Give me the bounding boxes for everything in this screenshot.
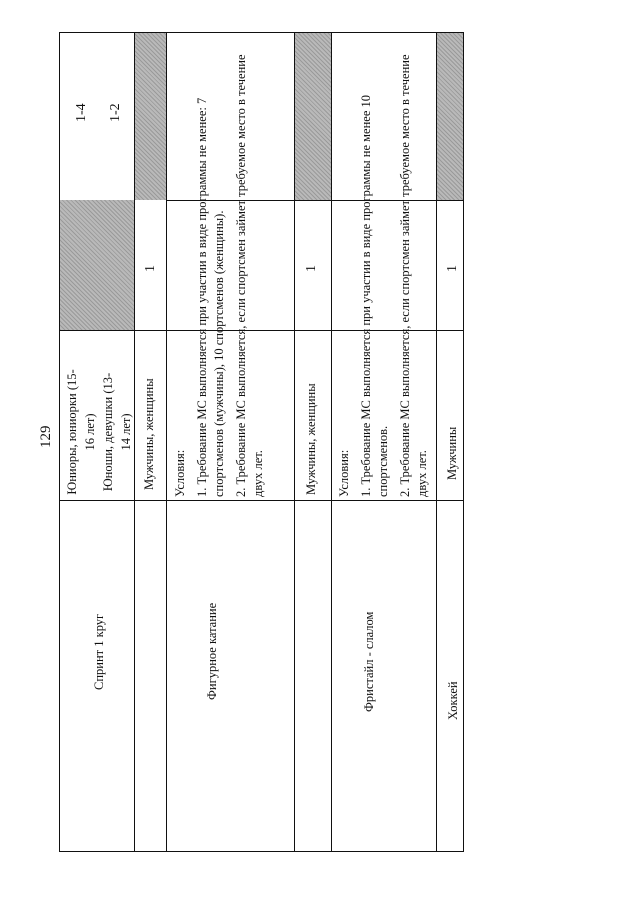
table-row: Мужчины, женщины bbox=[142, 378, 156, 490]
discipline-freestyle: Фристайл - слалом bbox=[362, 611, 376, 712]
shaded-cell bbox=[437, 33, 463, 200]
value: 1 bbox=[445, 265, 460, 272]
place-value: 1-2 bbox=[108, 103, 123, 122]
page-number: 129 bbox=[38, 425, 54, 448]
shaded-cell bbox=[60, 200, 134, 330]
table-row: Мужчины bbox=[445, 426, 459, 480]
conditions-block: Условия: 1. Требование МС выполняется при участии в виде программы не менее 10 спортсменов. 2. Требование МС выполняется, если спортсмен займет требуемое место в течение двух лет. bbox=[337, 54, 429, 497]
table-row: Юноши, девушки (13-14 лет) bbox=[101, 372, 133, 492]
value: 1 bbox=[304, 265, 319, 272]
place-value: 1-4 bbox=[74, 103, 89, 122]
value: 1 bbox=[143, 265, 158, 272]
table-row: Юниоры, юниорки (15-16 лет) bbox=[65, 369, 97, 495]
table-row: Мужчины, женщины bbox=[304, 383, 318, 495]
discipline-hockey: Хоккей bbox=[446, 681, 460, 720]
discipline-figure-skating: Фигурное катание bbox=[205, 602, 219, 700]
conditions-block: Условия: 1. Требование МС выполняется при участии в виде программы не менее: 7 спортсменов (мужчины), 10 спортсменов (женщины). 2. Требование МС выполняется, если спортсмен займет требуемое место в течение двух лет. bbox=[173, 54, 265, 497]
row-line bbox=[59, 500, 464, 501]
shaded-cell bbox=[295, 33, 331, 200]
col-line bbox=[166, 32, 167, 852]
col-line bbox=[331, 32, 332, 852]
shaded-cell bbox=[135, 33, 166, 200]
discipline-sprint: Спринт 1 круг bbox=[92, 613, 106, 690]
